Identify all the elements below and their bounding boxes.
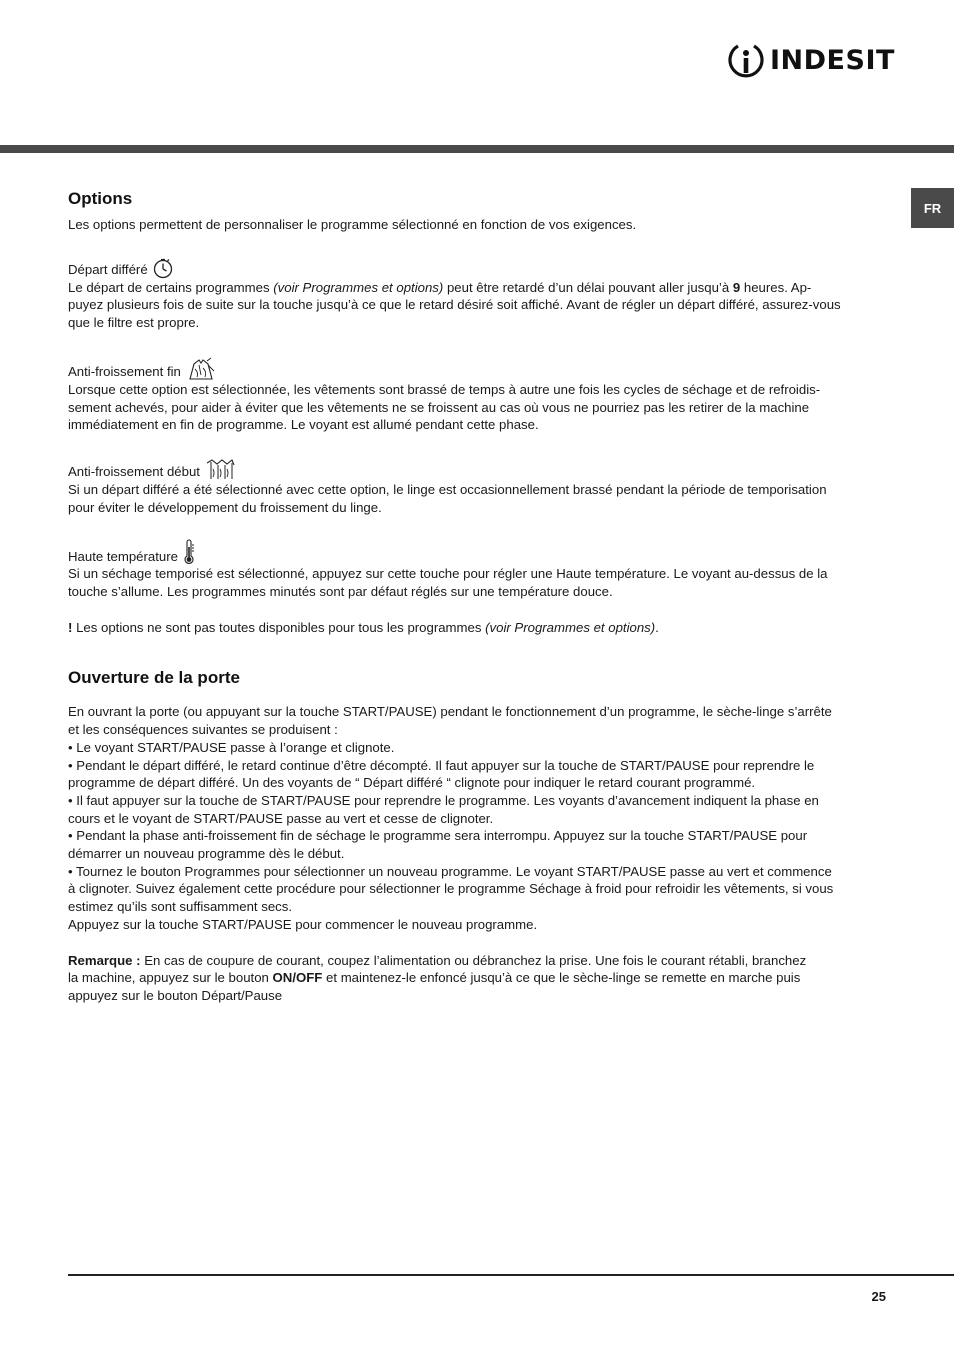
timer-icon xyxy=(152,257,174,279)
language-tab: FR xyxy=(911,188,954,228)
depart-differe-text: Le départ de certains programmes (voir Programmes et options) peut être retardé d’un délai pouvant aller jusqu’à 9 heures. Ap- puyez plusieurs fois de suite sur la touche jusqu’à ce que le retard désiré soit affiché. Avant de régler un départ différé, assurez-vous que le filtre est propre. xyxy=(68,279,841,331)
options-note: ! Les options ne sont pas toutes disponibles pour tous les programmes (voir Programmes et options). xyxy=(68,619,659,635)
main-content xyxy=(68,188,888,1005)
anti-froissement-fin-heading: Anti-froissement fin xyxy=(68,355,888,381)
haute-temperature-heading: Haute température xyxy=(68,539,888,565)
anti-froissement-debut-heading: Anti-froissement début xyxy=(68,457,888,481)
porte-line: estimez qu’ils sont suffisamment secs. xyxy=(68,899,293,915)
porte-line: • Tournez le bouton Programmes pour sélectionner un nouveau programme. Le voyant START/PAUSE passe au vert et commence xyxy=(68,863,832,879)
porte-heading: Ouverture de la porte xyxy=(68,668,240,688)
depart-differe-title: Départ différé xyxy=(68,262,148,277)
porte-line: programme de départ différé. Un des voyants de “ Départ différé “ clignote pour indiquer le retard courant programmé. xyxy=(68,775,756,791)
options-intro: Les options permettent de personnaliser le programme sélectionné en fonction de vos exigences. xyxy=(68,217,637,232)
porte-line: cours et le voyant de START/PAUSE passe au vert et cesse de clignoter. xyxy=(68,810,494,826)
haute-temperature-text: Si un séchage temporisé est sélectionné, appuyez sur cette touche pour régler une Haute température. Le voyant au-dessus de la touche s’allume. Les programmes minutés sont par défaut réglés sur une température douce. xyxy=(68,566,828,600)
anti-froissement-debut-text: Si un départ différé a été sélectionné avec cette option, le linge est occasionnellement brassé pendant la période de temporisation pour éviter le développement du froissement du linge. xyxy=(68,481,827,515)
remarque-text: Remarque : En cas de coupure de courant, coupez l’alimentation ou débranchez la prise. Une fois le courant rétabli, branchez la machine, appuyez sur le bouton ON/OFF et maintenez-le enfoncé jusqu’à ce que le sèche-linge se remette en marche puis appuyez sur le bouton Départ/Pause xyxy=(68,952,807,1003)
anti-crease-end-icon xyxy=(185,355,217,381)
indesit-logo xyxy=(726,40,895,80)
porte-line: • Le voyant START/PAUSE passe à l’orange et clignote. xyxy=(68,739,395,755)
porte-line: et les conséquences suivantes se produisent : xyxy=(68,722,338,738)
footer-rule xyxy=(68,1274,954,1276)
options-heading: Options xyxy=(68,189,133,208)
indesit-logo-mark xyxy=(726,40,766,80)
anti-froissement-fin-text: Lorsque cette option est sélectionnée, les vêtements sont brassé de temps à autre une fois les cycles de séchage et de refroidis- sement achevés, pour aider à éviter que les vêtements ne se froissent au cas où vous ne pourriez pas les retirer de la machine immédiatement en fin de programme. Le voyant est allumé pendant cette phase. xyxy=(68,381,821,433)
depart-differe-heading xyxy=(68,257,888,279)
thermometer-icon xyxy=(182,539,196,565)
porte-line: En ouvrant la porte (ou appuyant sur la touche START/PAUSE) pendant le fonctionnement d’un programme, le sèche-linge s’arrête xyxy=(68,704,832,720)
porte-line: démarrer un nouveau programme dès le début. xyxy=(68,846,345,862)
brand-name: INDESIT xyxy=(770,44,895,76)
anti-crease-start-icon xyxy=(204,457,236,481)
porte-text xyxy=(68,703,888,933)
page-number: 25 xyxy=(871,1289,886,1304)
header-bar xyxy=(0,145,954,153)
porte-line: Appuyez sur la touche START/PAUSE pour commencer le nouveau programme. xyxy=(68,916,538,932)
porte-line: à clignoter. Suivez également cette procédure pour sélectionner le programme Séchage à froid pour refroidir les vêtements, si vous xyxy=(68,881,834,897)
porte-line: • Pendant le départ différé, le retard continue d’être décompté. Il faut appuyer sur la touche de START/PAUSE pour reprendre le xyxy=(68,757,815,773)
warning-mark: ! xyxy=(68,619,73,635)
porte-line: • Il faut appuyer sur la touche de START/PAUSE pour reprendre le programme. Les voyants d’avancement indiquent la phase en xyxy=(68,792,819,808)
porte-line: • Pendant la phase anti-froissement fin de séchage le programme sera interrompu. Appuyez sur la touche START/PAUSE pour xyxy=(68,828,808,844)
